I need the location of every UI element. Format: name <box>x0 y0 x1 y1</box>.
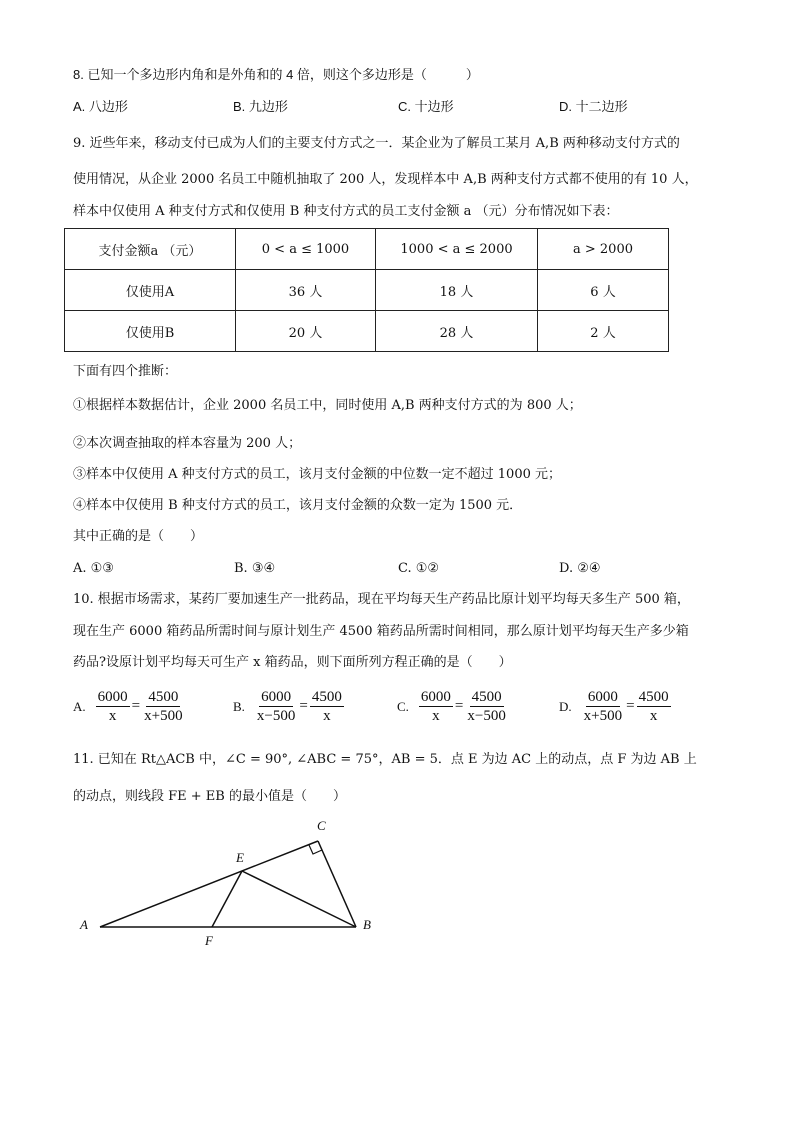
table-header-cell: a > 2000 <box>538 229 669 270</box>
table-cell: 28 人 <box>376 311 538 352</box>
option-label: D. <box>559 698 572 714</box>
option-label: A. <box>73 698 86 714</box>
q9-statement-2: ②本次调查抽取的样本容量为 200 人； <box>73 436 302 451</box>
table-cell: 仅使用B <box>65 311 236 352</box>
denominator: x <box>108 708 117 724</box>
q11-stem-line-2: 的动点，则线段 FE + EB 的最小值是（ ） <box>73 789 346 804</box>
table-cell: 36 人 <box>236 270 376 311</box>
denominator: x <box>649 708 658 724</box>
table-cell: 2 人 <box>538 311 669 352</box>
q9-option-c[interactable]: C. ①② <box>398 561 440 576</box>
numerator: 4500 <box>311 689 342 705</box>
q9-stem-line-3: 样本中仅使用 A 种支付方式和仅使用 B 种支付方式的员工支付金额 a （元）分布情况如下表： <box>73 204 619 219</box>
table-cell: 20 人 <box>236 311 376 352</box>
q8-option-c[interactable]: C. 十边形 <box>398 99 454 114</box>
equals-sign: = <box>299 698 308 714</box>
q10-stem-line-1: 10. 根据市场需求，某药厂要加速生产一批药品，现在平均每天生产药品比原计划平均每天多生产 500 箱， <box>73 592 690 607</box>
label-c: C <box>317 818 326 833</box>
segment-cb <box>318 841 356 927</box>
q8-option-d[interactable]: D. 十二边形 <box>559 99 628 114</box>
q9-question: 其中正确的是（ ） <box>73 529 204 544</box>
q10-stem-line-3: 药品?设原计划平均每天可生产 x 箱药品，则下面所列方程正确的是（ ） <box>73 655 512 670</box>
label-e: E <box>236 850 244 865</box>
q9-stem-line-1: 9. 近些年来，移动支付已成为人们的主要支付方式之一．某企业为了解员工某月 A,B 两种移动支付方式的 <box>73 136 680 151</box>
q9-statement-4: ④样本中仅使用 B 种支付方式的员工，该月支付金额的众数一定为 1500 元． <box>73 498 523 513</box>
q9-option-d[interactable]: D. ②④ <box>559 561 601 576</box>
table-header-cell: 支付金额a （元） <box>65 229 236 270</box>
numerator: 6000 <box>97 689 128 705</box>
numerator: 6000 <box>420 689 451 705</box>
denominator: x+500 <box>144 708 183 724</box>
numerator: 4500 <box>471 689 502 705</box>
q9-option-a[interactable]: A. ①③ <box>73 561 114 576</box>
option-label: C. <box>397 698 409 714</box>
equals-sign: = <box>454 698 464 714</box>
q8-option-a[interactable]: A. 八边形 <box>73 99 128 114</box>
q9-stem-line-2: 使用情况，从企业 2000 名员工中随机抽取了 200 人，发现样本中 A,B 两种支付方式都不使用的有 10 人， <box>73 172 698 187</box>
table-header-cell: 0 < a ≤ 1000 <box>236 229 376 270</box>
numerator: 4500 <box>638 689 669 705</box>
denominator: x <box>323 708 331 724</box>
table-header-cell: 1000 < a ≤ 2000 <box>376 229 538 270</box>
option-label: B. <box>233 698 245 714</box>
q8-stem: 8. 已知一个多边形内角和是外角和的 4 倍，则这个多边形是（ ） <box>73 67 479 82</box>
table-cell: 仅使用A <box>65 270 236 311</box>
denominator: x−500 <box>467 708 506 724</box>
equals-sign: = <box>131 698 141 714</box>
equals-sign: = <box>626 698 635 714</box>
q9-option-b[interactable]: B. ③④ <box>234 561 276 576</box>
label-f: F <box>205 933 213 948</box>
q9-intro: 下面有四个推断： <box>73 364 178 379</box>
numerator: 4500 <box>148 689 179 705</box>
denominator: x <box>432 708 440 724</box>
numerator: 6000 <box>261 689 292 705</box>
q8-option-b[interactable]: B. 九边形 <box>233 99 288 114</box>
denominator: x+500 <box>583 708 623 724</box>
label-a: A <box>80 917 88 932</box>
label-b: B <box>363 917 371 932</box>
table-cell: 18 人 <box>376 270 538 311</box>
segment-ac <box>100 841 318 927</box>
q9-statement-1: ①根据样本数据估计，企业 2000 名员工中，同时使用 A,B 两种支付方式的为 800 人； <box>73 398 582 413</box>
q10-stem-line-2: 现在生产 6000 箱药品所需时间与原计划生产 4500 箱药品所需时间相同，那么原计划平均每天生产多少箱 <box>73 624 689 639</box>
numerator: 6000 <box>587 689 618 705</box>
q9-statement-3: ③样本中仅使用 A 种支付方式的员工，该月支付金额的中位数一定不超过 1000 元； <box>73 467 562 482</box>
q11-stem-line-1: 11. 已知在 Rt△ACB 中，∠C = 90°, ∠ABC = 75°，AB = 5．点 E 为边 AC 上的动点，点 F 为边 AB 上 <box>73 752 697 767</box>
table-cell: 6 人 <box>538 270 669 311</box>
denominator: x−500 <box>256 708 296 724</box>
segment-ef <box>212 871 242 927</box>
segment-eb <box>242 871 356 927</box>
